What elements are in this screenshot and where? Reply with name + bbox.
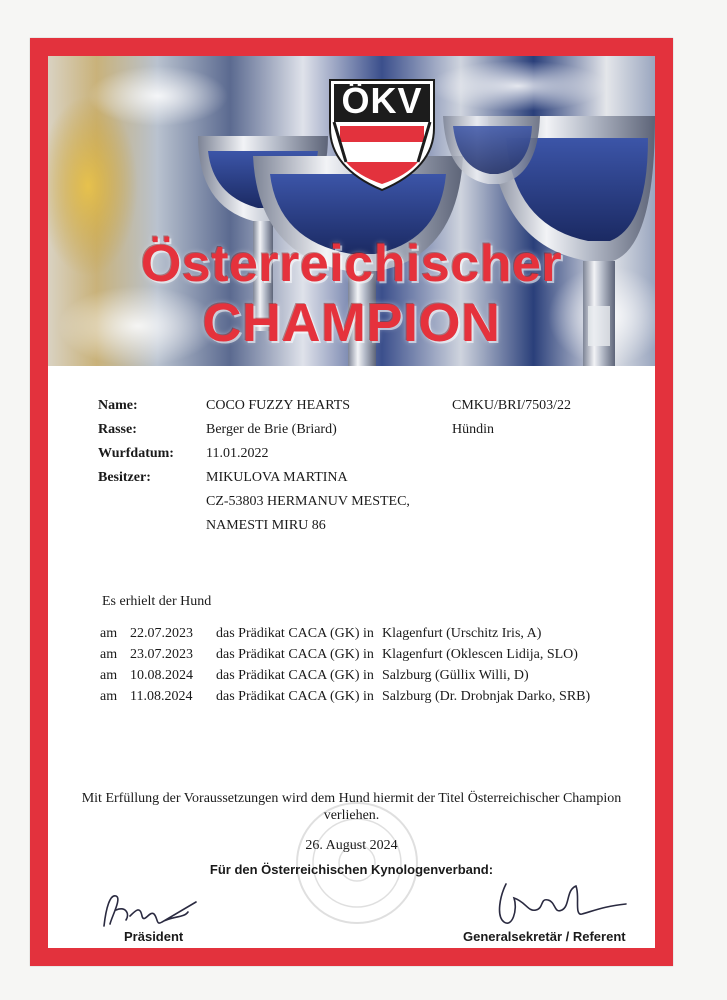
- sex-value: Hündin: [452, 422, 494, 437]
- hero-banner: [48, 56, 655, 366]
- award-prefix: am: [100, 647, 118, 662]
- award-prefix: am: [100, 689, 118, 704]
- issue-date: 26. August 2024: [305, 838, 398, 853]
- award-place: Salzburg (Dr. Drobnjak Darko, SRB): [382, 689, 591, 704]
- owner-line: MIKULOVA MARTINA: [206, 470, 348, 485]
- award-statement: [78, 790, 625, 824]
- certificate-frame: [30, 38, 673, 966]
- name-label: Name:: [98, 398, 138, 413]
- hero-title-line2: CHAMPION: [202, 293, 501, 353]
- award-date: 11.08.2024: [130, 689, 193, 704]
- birth-value: 11.01.2022: [206, 446, 269, 461]
- award-title: das Prädikat CACA (GK) in: [216, 668, 374, 683]
- award-date: 23.07.2023: [130, 647, 193, 662]
- birth-label: Wurfdatum:: [98, 446, 174, 461]
- award-prefix: am: [100, 626, 118, 641]
- certificate-body: [48, 56, 655, 948]
- organization-line: Für den Österreichischen Kynologenverband:: [209, 862, 494, 877]
- awards-intro: Es erhielt der Hund: [102, 594, 212, 609]
- breed-value: Berger de Brie (Briard): [206, 422, 337, 437]
- award-title: das Prädikat CACA (GK) in: [216, 626, 374, 641]
- okv-logo: [326, 76, 438, 194]
- okv-logo-text: ÖKV: [341, 80, 423, 121]
- award-date: 22.07.2023: [130, 626, 193, 641]
- award-prefix: am: [100, 668, 118, 683]
- award-title: das Prädikat CACA (GK) in: [216, 689, 374, 704]
- owner-line: CZ-53803 HERMANUV MESTEC,: [206, 494, 410, 509]
- statement-line1: Mit Erfüllung der Voraussetzungen wird dem Hund hiermit der Titel Österreichischer Champion: [81, 791, 622, 806]
- secretary-label: Generalsekretär / Referent: [463, 929, 626, 944]
- secretary-signature-icon: [466, 876, 636, 936]
- owner-line: NAMESTI MIRU 86: [206, 518, 326, 533]
- award-place: Klagenfurt (Oklescen Lidija, SLO): [382, 647, 578, 662]
- award-title: das Prädikat CACA (GK) in: [216, 647, 374, 662]
- statement-line2: verliehen.: [323, 808, 380, 823]
- award-place: Salzburg (Güllix Willi, D): [382, 668, 529, 683]
- breed-label: Rasse:: [98, 422, 137, 437]
- name-value: COCO FUZZY HEARTS: [206, 398, 351, 413]
- hero-title-line1: Österreichischer: [140, 235, 563, 293]
- award-place: Klagenfurt (Urschitz Iris, A): [382, 626, 542, 641]
- award-date: 10.08.2024: [130, 668, 193, 683]
- registration-number: CMKU/BRI/7503/22: [452, 398, 572, 413]
- president-label: Präsident: [124, 929, 184, 944]
- owner-label: Besitzer:: [98, 470, 151, 485]
